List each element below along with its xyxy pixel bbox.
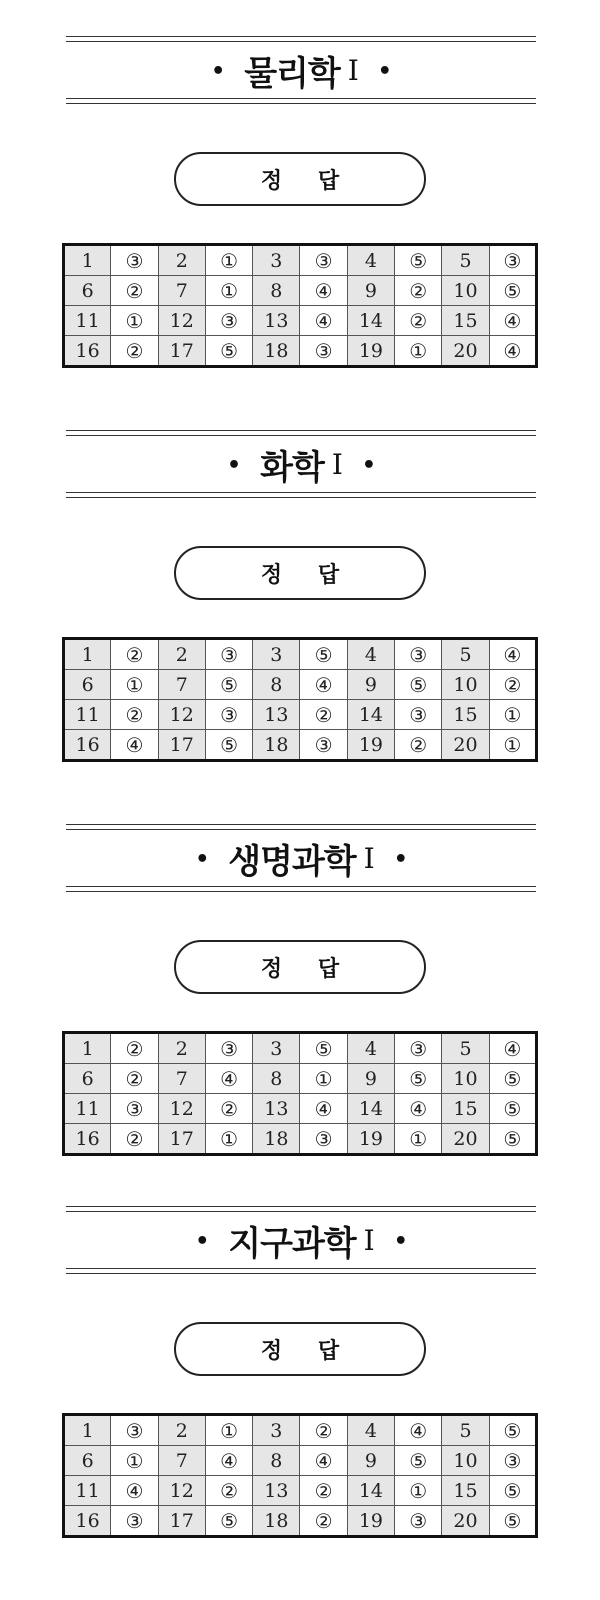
answer-choice: ② (205, 1094, 252, 1124)
question-number: 18 (253, 730, 300, 761)
answer-row (64, 336, 537, 367)
question-number: 16 (64, 730, 111, 761)
answer-choice: ② (111, 1064, 158, 1094)
question-number: 11 (64, 1476, 111, 1506)
question-number: 16 (64, 336, 111, 367)
bullet-icon: • (377, 58, 391, 84)
answer-choice: ④ (395, 1094, 442, 1124)
question-number: 3 (253, 1033, 300, 1064)
answer-table (62, 637, 538, 762)
title-rule-bottom (66, 886, 536, 892)
answer-row (64, 1506, 537, 1537)
title-band (66, 1206, 536, 1272)
question-number: 19 (347, 730, 394, 761)
question-number: 6 (64, 1064, 111, 1094)
answer-choice: ⑤ (489, 1094, 536, 1124)
question-number: 5 (442, 1415, 489, 1446)
answer-row (64, 306, 537, 336)
section-physics (0, 0, 600, 400)
answer-choice: ⑤ (489, 276, 536, 306)
answer-choice: ④ (111, 1476, 158, 1506)
question-number: 10 (442, 276, 489, 306)
question-number: 10 (442, 670, 489, 700)
answer-label: 정 답 (174, 940, 426, 994)
answer-choice: ⑤ (489, 1506, 536, 1537)
answer-choice: ① (205, 1124, 252, 1155)
answer-choice: ④ (395, 1415, 442, 1446)
answer-choice: ② (111, 700, 158, 730)
title-rule-bottom (66, 98, 536, 104)
answer-choice: ④ (300, 1094, 347, 1124)
answer-choice: ④ (205, 1446, 252, 1476)
question-number: 2 (158, 245, 205, 276)
answer-choice: ⑤ (395, 670, 442, 700)
question-number: 9 (347, 276, 394, 306)
bullet-icon: • (227, 452, 241, 478)
answer-row (64, 1415, 537, 1446)
question-number: 15 (442, 1094, 489, 1124)
answer-choice: ③ (205, 306, 252, 336)
answer-choice: ① (205, 276, 252, 306)
answer-choice: ④ (489, 306, 536, 336)
answer-choice: ⑤ (300, 1033, 347, 1064)
section-earth-science (0, 1170, 600, 1570)
answer-choice: ⑤ (489, 1415, 536, 1446)
answer-choice: ② (300, 1476, 347, 1506)
question-number: 12 (158, 1094, 205, 1124)
subject-name: 생명과학 (228, 841, 356, 882)
answer-choice: ⑤ (489, 1124, 536, 1155)
answer-choice: ⑤ (300, 639, 347, 670)
title-rule-bottom (66, 492, 536, 498)
answer-choice: ② (395, 730, 442, 761)
question-number: 1 (64, 639, 111, 670)
question-number: 9 (347, 670, 394, 700)
answer-choice: ② (111, 1033, 158, 1064)
question-number: 3 (253, 1415, 300, 1446)
question-number: 18 (253, 336, 300, 367)
title-rule-bottom (66, 1268, 536, 1274)
answer-choice: ③ (205, 639, 252, 670)
answer-choice: ② (111, 336, 158, 367)
question-number: 1 (64, 1033, 111, 1064)
question-number: 2 (158, 639, 205, 670)
answer-choice: ③ (111, 1506, 158, 1537)
answer-choice: ③ (205, 1033, 252, 1064)
question-number: 8 (253, 1446, 300, 1476)
answer-row (64, 1476, 537, 1506)
answer-choice: ② (395, 276, 442, 306)
answer-choice: ③ (395, 700, 442, 730)
answer-choice: ⑤ (395, 1064, 442, 1094)
answer-choice: ① (111, 306, 158, 336)
question-number: 14 (347, 700, 394, 730)
question-number: 2 (158, 1415, 205, 1446)
answer-choice: ④ (111, 730, 158, 761)
question-number: 20 (442, 1506, 489, 1537)
question-number: 1 (64, 1415, 111, 1446)
answer-choice: ⑤ (489, 1476, 536, 1506)
answer-choice: ④ (489, 1033, 536, 1064)
question-number: 16 (64, 1506, 111, 1537)
question-number: 11 (64, 306, 111, 336)
question-number: 4 (347, 245, 394, 276)
question-number: 8 (253, 1064, 300, 1094)
answer-table (62, 243, 538, 368)
section-title (66, 1212, 536, 1268)
answer-choice: ⑤ (205, 670, 252, 700)
subject-level: Ⅰ (363, 1223, 374, 1257)
question-number: 19 (347, 1506, 394, 1537)
question-number: 7 (158, 1064, 205, 1094)
answer-choice: ① (111, 670, 158, 700)
answer-row (64, 1064, 537, 1094)
question-number: 7 (158, 1446, 205, 1476)
answer-row (64, 639, 537, 670)
answer-choice: ① (489, 730, 536, 761)
answer-choice: ③ (111, 1094, 158, 1124)
answer-choice: ① (395, 1124, 442, 1155)
question-number: 13 (253, 306, 300, 336)
question-number: 6 (64, 670, 111, 700)
bullet-icon: • (393, 1228, 407, 1254)
answer-choice: ② (300, 1415, 347, 1446)
answer-choice: ② (300, 700, 347, 730)
answer-table (62, 1031, 538, 1156)
bullet-icon: • (195, 846, 209, 872)
answer-choice: ③ (300, 730, 347, 761)
question-number: 7 (158, 276, 205, 306)
answer-row (64, 1446, 537, 1476)
answer-choice: ④ (300, 670, 347, 700)
question-number: 20 (442, 336, 489, 367)
section-life-science (0, 788, 600, 1188)
answer-choice: ② (111, 639, 158, 670)
question-number: 17 (158, 336, 205, 367)
answer-choice: ③ (111, 245, 158, 276)
question-number: 7 (158, 670, 205, 700)
answer-choice: ③ (300, 1124, 347, 1155)
section-title (66, 830, 536, 886)
answer-choice: ① (395, 1476, 442, 1506)
bullet-icon: • (393, 846, 407, 872)
answer-choice: ⑤ (395, 245, 442, 276)
subject-level: Ⅰ (363, 841, 374, 875)
answer-choice: ⑤ (395, 1446, 442, 1476)
answer-choice: ① (395, 336, 442, 367)
question-number: 6 (64, 276, 111, 306)
answer-choice: ② (111, 1124, 158, 1155)
subject-name: 물리학 (244, 53, 340, 94)
question-number: 11 (64, 1094, 111, 1124)
answer-choice: ① (205, 245, 252, 276)
answer-choice: ② (395, 306, 442, 336)
question-number: 14 (347, 1476, 394, 1506)
answer-choice: ⑤ (205, 730, 252, 761)
answer-choice: ③ (395, 639, 442, 670)
bullet-icon: • (361, 452, 375, 478)
question-number: 6 (64, 1446, 111, 1476)
question-number: 13 (253, 700, 300, 730)
answer-label: 정 답 (174, 546, 426, 600)
answer-choice: ① (300, 1064, 347, 1094)
title-band (66, 824, 536, 890)
question-number: 14 (347, 1094, 394, 1124)
answer-choice: ④ (300, 306, 347, 336)
question-number: 17 (158, 1124, 205, 1155)
question-number: 12 (158, 306, 205, 336)
question-number: 20 (442, 730, 489, 761)
subject-name: 화학 (260, 447, 324, 488)
answer-choice: ⑤ (205, 336, 252, 367)
answer-choice: ② (300, 1506, 347, 1537)
section-chemistry (0, 394, 600, 794)
answer-row (64, 1124, 537, 1155)
answer-choice: ③ (395, 1033, 442, 1064)
answer-choice: ② (489, 670, 536, 700)
answer-choice: ① (489, 700, 536, 730)
question-number: 3 (253, 245, 300, 276)
subject-level: Ⅰ (331, 447, 342, 481)
question-number: 10 (442, 1064, 489, 1094)
question-number: 8 (253, 276, 300, 306)
answer-choice: ② (205, 1476, 252, 1506)
question-number: 5 (442, 245, 489, 276)
answer-label: 정 답 (174, 1322, 426, 1376)
answer-row (64, 730, 537, 761)
question-number: 4 (347, 1415, 394, 1446)
answer-choice: ⑤ (489, 1064, 536, 1094)
answer-choice: ③ (395, 1506, 442, 1537)
answer-choice: ④ (300, 276, 347, 306)
answer-choice: ③ (111, 1415, 158, 1446)
question-number: 4 (347, 639, 394, 670)
question-number: 17 (158, 1506, 205, 1537)
answer-label: 정 답 (174, 152, 426, 206)
question-number: 13 (253, 1094, 300, 1124)
question-number: 12 (158, 1476, 205, 1506)
question-number: 3 (253, 639, 300, 670)
question-number: 9 (347, 1064, 394, 1094)
question-number: 5 (442, 639, 489, 670)
answer-row (64, 245, 537, 276)
answer-choice: ① (111, 1446, 158, 1476)
question-number: 14 (347, 306, 394, 336)
answer-row (64, 276, 537, 306)
bullet-icon: • (211, 58, 225, 84)
section-title (66, 436, 536, 492)
answer-choice: ④ (489, 639, 536, 670)
question-number: 9 (347, 1446, 394, 1476)
question-number: 15 (442, 1476, 489, 1506)
section-title (66, 42, 536, 98)
question-number: 17 (158, 730, 205, 761)
question-number: 4 (347, 1033, 394, 1064)
question-number: 2 (158, 1033, 205, 1064)
question-number: 20 (442, 1124, 489, 1155)
question-number: 10 (442, 1446, 489, 1476)
answer-choice: ② (111, 276, 158, 306)
question-number: 12 (158, 700, 205, 730)
question-number: 5 (442, 1033, 489, 1064)
answer-choice: ③ (489, 1446, 536, 1476)
question-number: 13 (253, 1476, 300, 1506)
title-band (66, 36, 536, 102)
question-number: 11 (64, 700, 111, 730)
question-number: 18 (253, 1506, 300, 1537)
answer-row (64, 1033, 537, 1064)
answer-row (64, 1094, 537, 1124)
answer-choice: ⑤ (205, 1506, 252, 1537)
question-number: 15 (442, 306, 489, 336)
question-number: 15 (442, 700, 489, 730)
question-number: 18 (253, 1124, 300, 1155)
bullet-icon: • (195, 1228, 209, 1254)
answer-table (62, 1413, 538, 1538)
answer-choice: ④ (489, 336, 536, 367)
title-band (66, 430, 536, 496)
answer-choice: ③ (205, 700, 252, 730)
answer-choice: ③ (300, 245, 347, 276)
answer-choice: ③ (489, 245, 536, 276)
question-number: 16 (64, 1124, 111, 1155)
subject-level: Ⅰ (347, 53, 358, 87)
answer-choice: ① (205, 1415, 252, 1446)
answer-choice: ④ (300, 1446, 347, 1476)
question-number: 1 (64, 245, 111, 276)
question-number: 19 (347, 1124, 394, 1155)
answer-row (64, 700, 537, 730)
subject-name: 지구과학 (228, 1223, 356, 1264)
answer-choice: ③ (300, 336, 347, 367)
answer-row (64, 670, 537, 700)
question-number: 8 (253, 670, 300, 700)
question-number: 19 (347, 336, 394, 367)
answer-choice: ④ (205, 1064, 252, 1094)
